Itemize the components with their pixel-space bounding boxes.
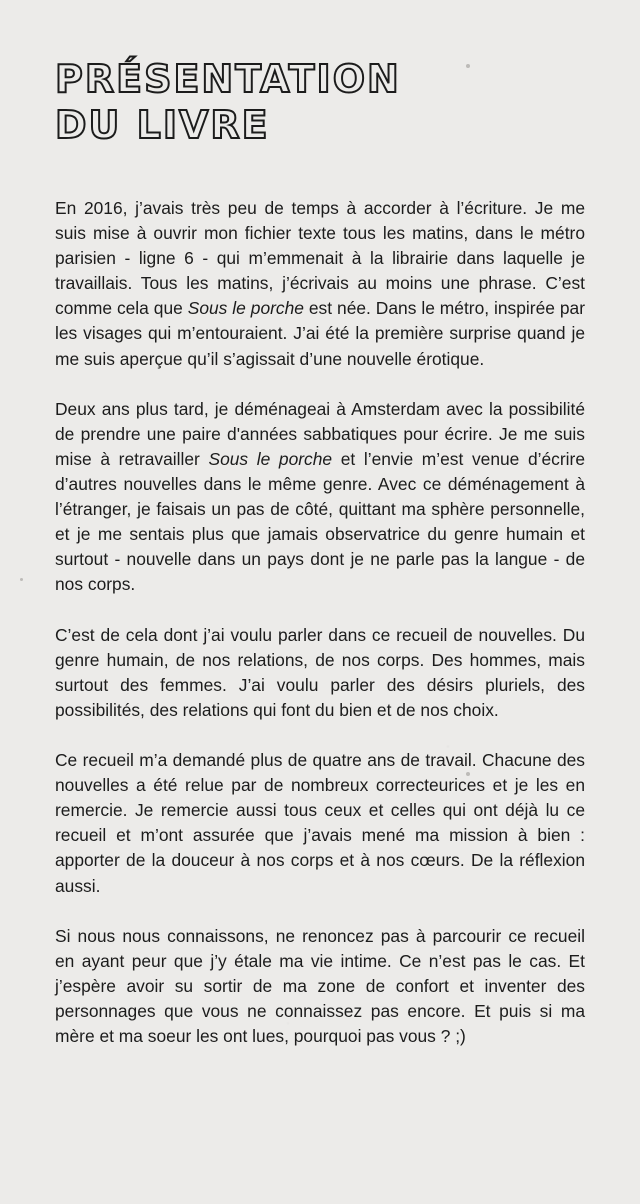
paragraph-3: C’est de cela dont j’ai voulu parler dans ce recueil de nouvelles. Du genre humain, de nos relations, de nos corps. Des hommes, mais surtout des femmes. J’ai voulu parler des désirs pluriels, des possibilités, des relations qui font du bien et de nos choix. bbox=[55, 624, 585, 720]
paragraph-2 bbox=[55, 397, 585, 598]
paragraph-1 bbox=[55, 196, 585, 372]
book-presentation bbox=[55, 56, 585, 1074]
title-line-1: PRÉSENTATION bbox=[55, 57, 401, 101]
paragraph-2-text-a: Deux ans plus tard, je déménageai à Amsterdam avec la possibilité de prendre une paire d'années sabbatiques pour écrire. Je me suis mise à retravailler bbox=[55, 398, 585, 469]
title-line-2: DU LIVRE bbox=[55, 103, 270, 147]
paragraph-4: Ce recueil m’a demandé plus de quatre ans de travail. Chacune des nouvelles a été relue par de nombreux correcteurices et je les en remercie. Je remercie aussi tous ceux et celles qui ont déjà lu ce recueil et m’ont assurée que j’avais mené ma mission à bien : apporter de la douceur à nos corps et à nos cœurs. De la réflexion aussi. bbox=[55, 750, 585, 896]
presentation-text bbox=[55, 196, 585, 1049]
paragraph-5: Si nous nous connaissons, ne renoncez pas à parcourir ce recueil en ayant peur que j’y étale ma vie intime. Ce n’est pas le cas. Et j’espère avoir su sortir de ma zone de confort et inventer des personnages que vous ne connaissez pas encore. Et puis si ma mère et ma soeur les ont lues, pourquoi pas vous ? ;) bbox=[55, 925, 585, 1047]
book-title-italic: Sous le porche bbox=[187, 298, 304, 319]
paragraph-1-text-a: En 2016, j’avais très peu de temps à accorder à l’écriture. Je me suis mise à ouvrir mon fichier texte tous les matins, dans le métro parisien - ligne 6 - qui m’emmenait à la librairie dans laquelle je travaillais. Tous les matins, j’écrivais au moins une phrase. C’est comme cela que bbox=[55, 198, 585, 319]
paragraph-2-text-b: et l’envie m’est venue d’écrire d’autres nouvelles dans le même genre. Avec ce déménagement à l’étranger, je faisais un pas de côté, quittant ma sphère personnelle, et je me sentais plus que jamais observatrice du genre humain et surtout - nouvelle dans un pays dont je ne parle pas la langue - de nos corps. bbox=[55, 448, 585, 595]
paper-speck bbox=[20, 578, 23, 581]
page-title bbox=[55, 56, 585, 148]
book-title-italic: Sous le porche bbox=[208, 448, 333, 469]
paragraph-1-text-b: est née. Dans le métro, inspirée par les visages qui m’entouraient. J’ai été la première surprise quand je me suis aperçue qu’il s’agissait d’une nouvelle érotique. bbox=[55, 298, 585, 369]
